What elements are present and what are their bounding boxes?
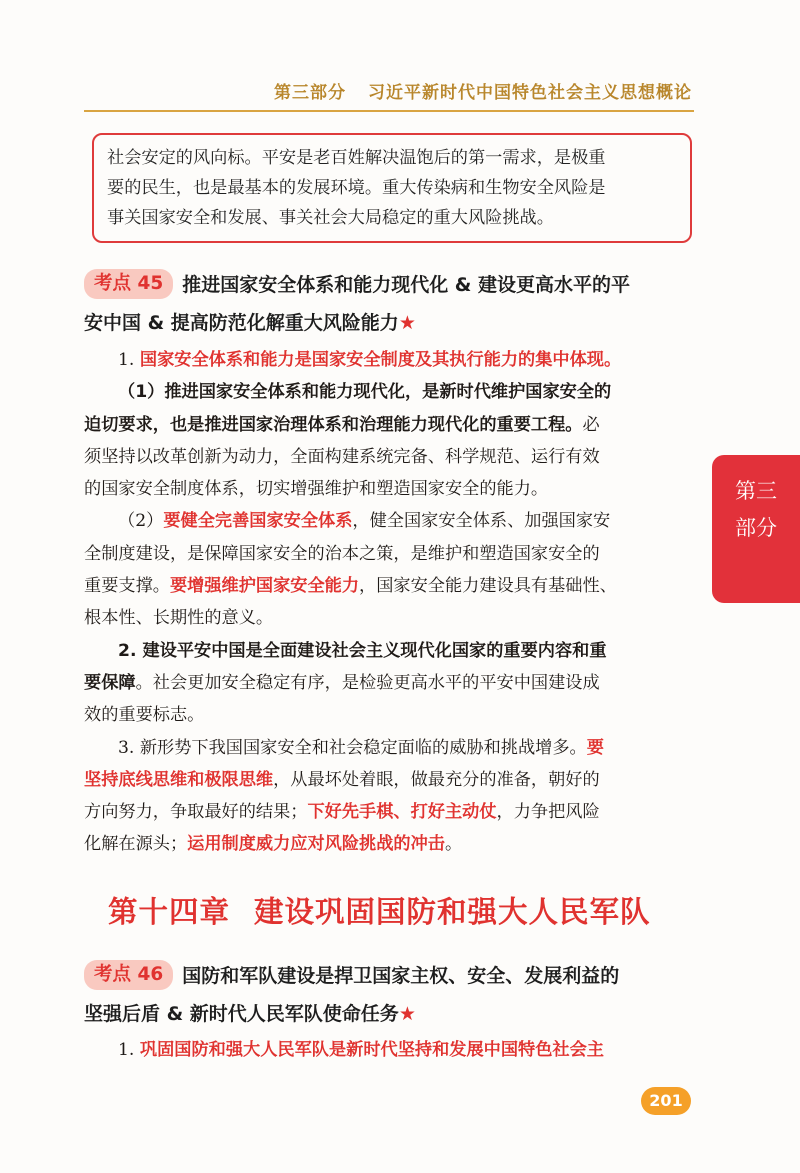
paragraph-4-line: [84, 667, 696, 699]
kaodian-45-title-line1: 推进国家安全体系和能力现代化 & 建设更高水平的平: [182, 274, 630, 296]
page-number: 201: [641, 1087, 691, 1115]
note-line: 要的民生，也是最基本的发展环境。重大传染病和生物安全风险是: [107, 178, 606, 198]
star-icon: ★: [398, 1003, 416, 1025]
star-icon: ★: [398, 312, 416, 334]
kaodian-46-title-line2: 坚强后盾 & 新时代人民军队使命任务: [84, 1003, 399, 1025]
item-number: 1.: [118, 350, 140, 370]
section-45-body: [84, 344, 696, 861]
kaodian-45-heading: [84, 266, 696, 342]
text: ，从最坏处着眼，做最充分的准备，朝好的: [273, 769, 600, 790]
text: 必: [582, 414, 600, 435]
text: 化解在源头；: [84, 834, 188, 855]
paragraph-1: [84, 1034, 696, 1066]
highlight-text: 坚持底线思维和极限思维: [84, 769, 274, 790]
paragraph-2-line: [84, 409, 696, 441]
header-part-label: 第三部分: [274, 83, 346, 103]
highlight-text: 运用制度威力应对风险挑战的冲击: [187, 834, 445, 855]
chapter-title: 建设巩固国防和强大人民军队: [254, 894, 651, 929]
note-box: [92, 133, 692, 243]
highlight-text: 要增强维护国家安全能力: [169, 576, 360, 597]
text: 。社会更加安全稳定有序，是检验更高水平的平安中国建设成: [135, 672, 600, 693]
note-line: 社会安定的风向标。平安是老百姓解决温饱后的第一需求，是极重: [107, 148, 606, 168]
section-side-tab: [712, 455, 800, 603]
bold-text: 要保障: [84, 672, 136, 693]
text: ，健全国家安全体系、加强国家安: [352, 511, 611, 532]
item-number: 1.: [118, 1040, 140, 1060]
paragraph-2-line: 须坚持以改革创新为动力，全面构建系统完备、科学规范、运行有效: [84, 446, 600, 467]
paragraph-3-line: [84, 570, 696, 602]
paragraph-3-line: [84, 505, 696, 537]
highlight-text: 要: [586, 737, 604, 758]
highlight-text: 国家安全体系和能力是国家安全制度及其执行能力的集中体现。: [139, 350, 622, 370]
kaodian-46-heading: [84, 957, 696, 1033]
kaodian-45-title-line2: 安中国 & 提高防范化解重大风险能力: [84, 312, 399, 334]
text: ，力争把风险: [496, 802, 600, 823]
text: 重要支撑。: [84, 576, 170, 597]
chapter-number: 第十四章: [108, 894, 231, 929]
text: 方向努力，争取最好的结果；: [84, 802, 308, 823]
paragraph-4-line: 2. 建设平安中国是全面建设社会主义现代化国家的重要内容和重: [118, 640, 607, 661]
side-tab-line2: 部分: [735, 516, 777, 540]
kaodian-45-badge: 考点 45: [84, 269, 173, 299]
paragraph-3-line: 全制度建设，是保障国家安全的治本之策，是维护和塑造国家安全的: [84, 543, 600, 564]
paragraph-4-line: 效的重要标志。: [84, 705, 205, 726]
side-tab-line1: 第三: [735, 479, 777, 503]
paragraph-5-line: [84, 796, 696, 828]
note-line: 事关国家安全和发展、事关社会大局稳定的重大风险挑战。: [107, 208, 554, 228]
bold-text: 迫切要求，也是推进国家治理体系和治理能力现代化的重要工程。: [84, 414, 583, 435]
highlight-text: 巩固国防和强大人民军队是新时代坚持和发展中国特色社会主: [139, 1040, 604, 1060]
kaodian-46-badge: 考点 46: [84, 960, 173, 990]
paragraph-2-line: （1）推进国家安全体系和能力现代化，是新时代维护国家安全的: [118, 382, 612, 403]
text: ，国家安全能力建设具有基础性、: [359, 576, 617, 597]
paragraph-1: [84, 344, 696, 376]
header-divider: [84, 110, 694, 112]
paragraph-2-line: 的国家安全制度体系，切实增强维护和塑造国家安全的能力。: [84, 479, 549, 500]
text: 3. 新形势下我国国家安全和社会稳定面临的威胁和挑战增多。: [118, 737, 587, 758]
paragraph-5-line: [84, 828, 696, 860]
highlight-text: 要健全完善国家安全体系: [163, 511, 353, 532]
section-46-body: [84, 1034, 696, 1066]
chapter-heading: [108, 889, 708, 931]
paragraph-5-line: [84, 732, 696, 764]
highlight-text: 下好先手棋、打好主动仗: [307, 802, 497, 823]
text: 。: [444, 834, 463, 855]
paragraph-5-line: [84, 764, 696, 796]
header-title: 习近平新时代中国特色社会主义思想概论: [368, 83, 692, 103]
running-header: [0, 78, 692, 103]
text: （2）: [118, 511, 164, 532]
paragraph-3-line: 根本性、长期性的意义。: [84, 608, 274, 629]
kaodian-46-title-line1: 国防和军队建设是捍卫国家主权、安全、发展利益的: [182, 965, 620, 987]
